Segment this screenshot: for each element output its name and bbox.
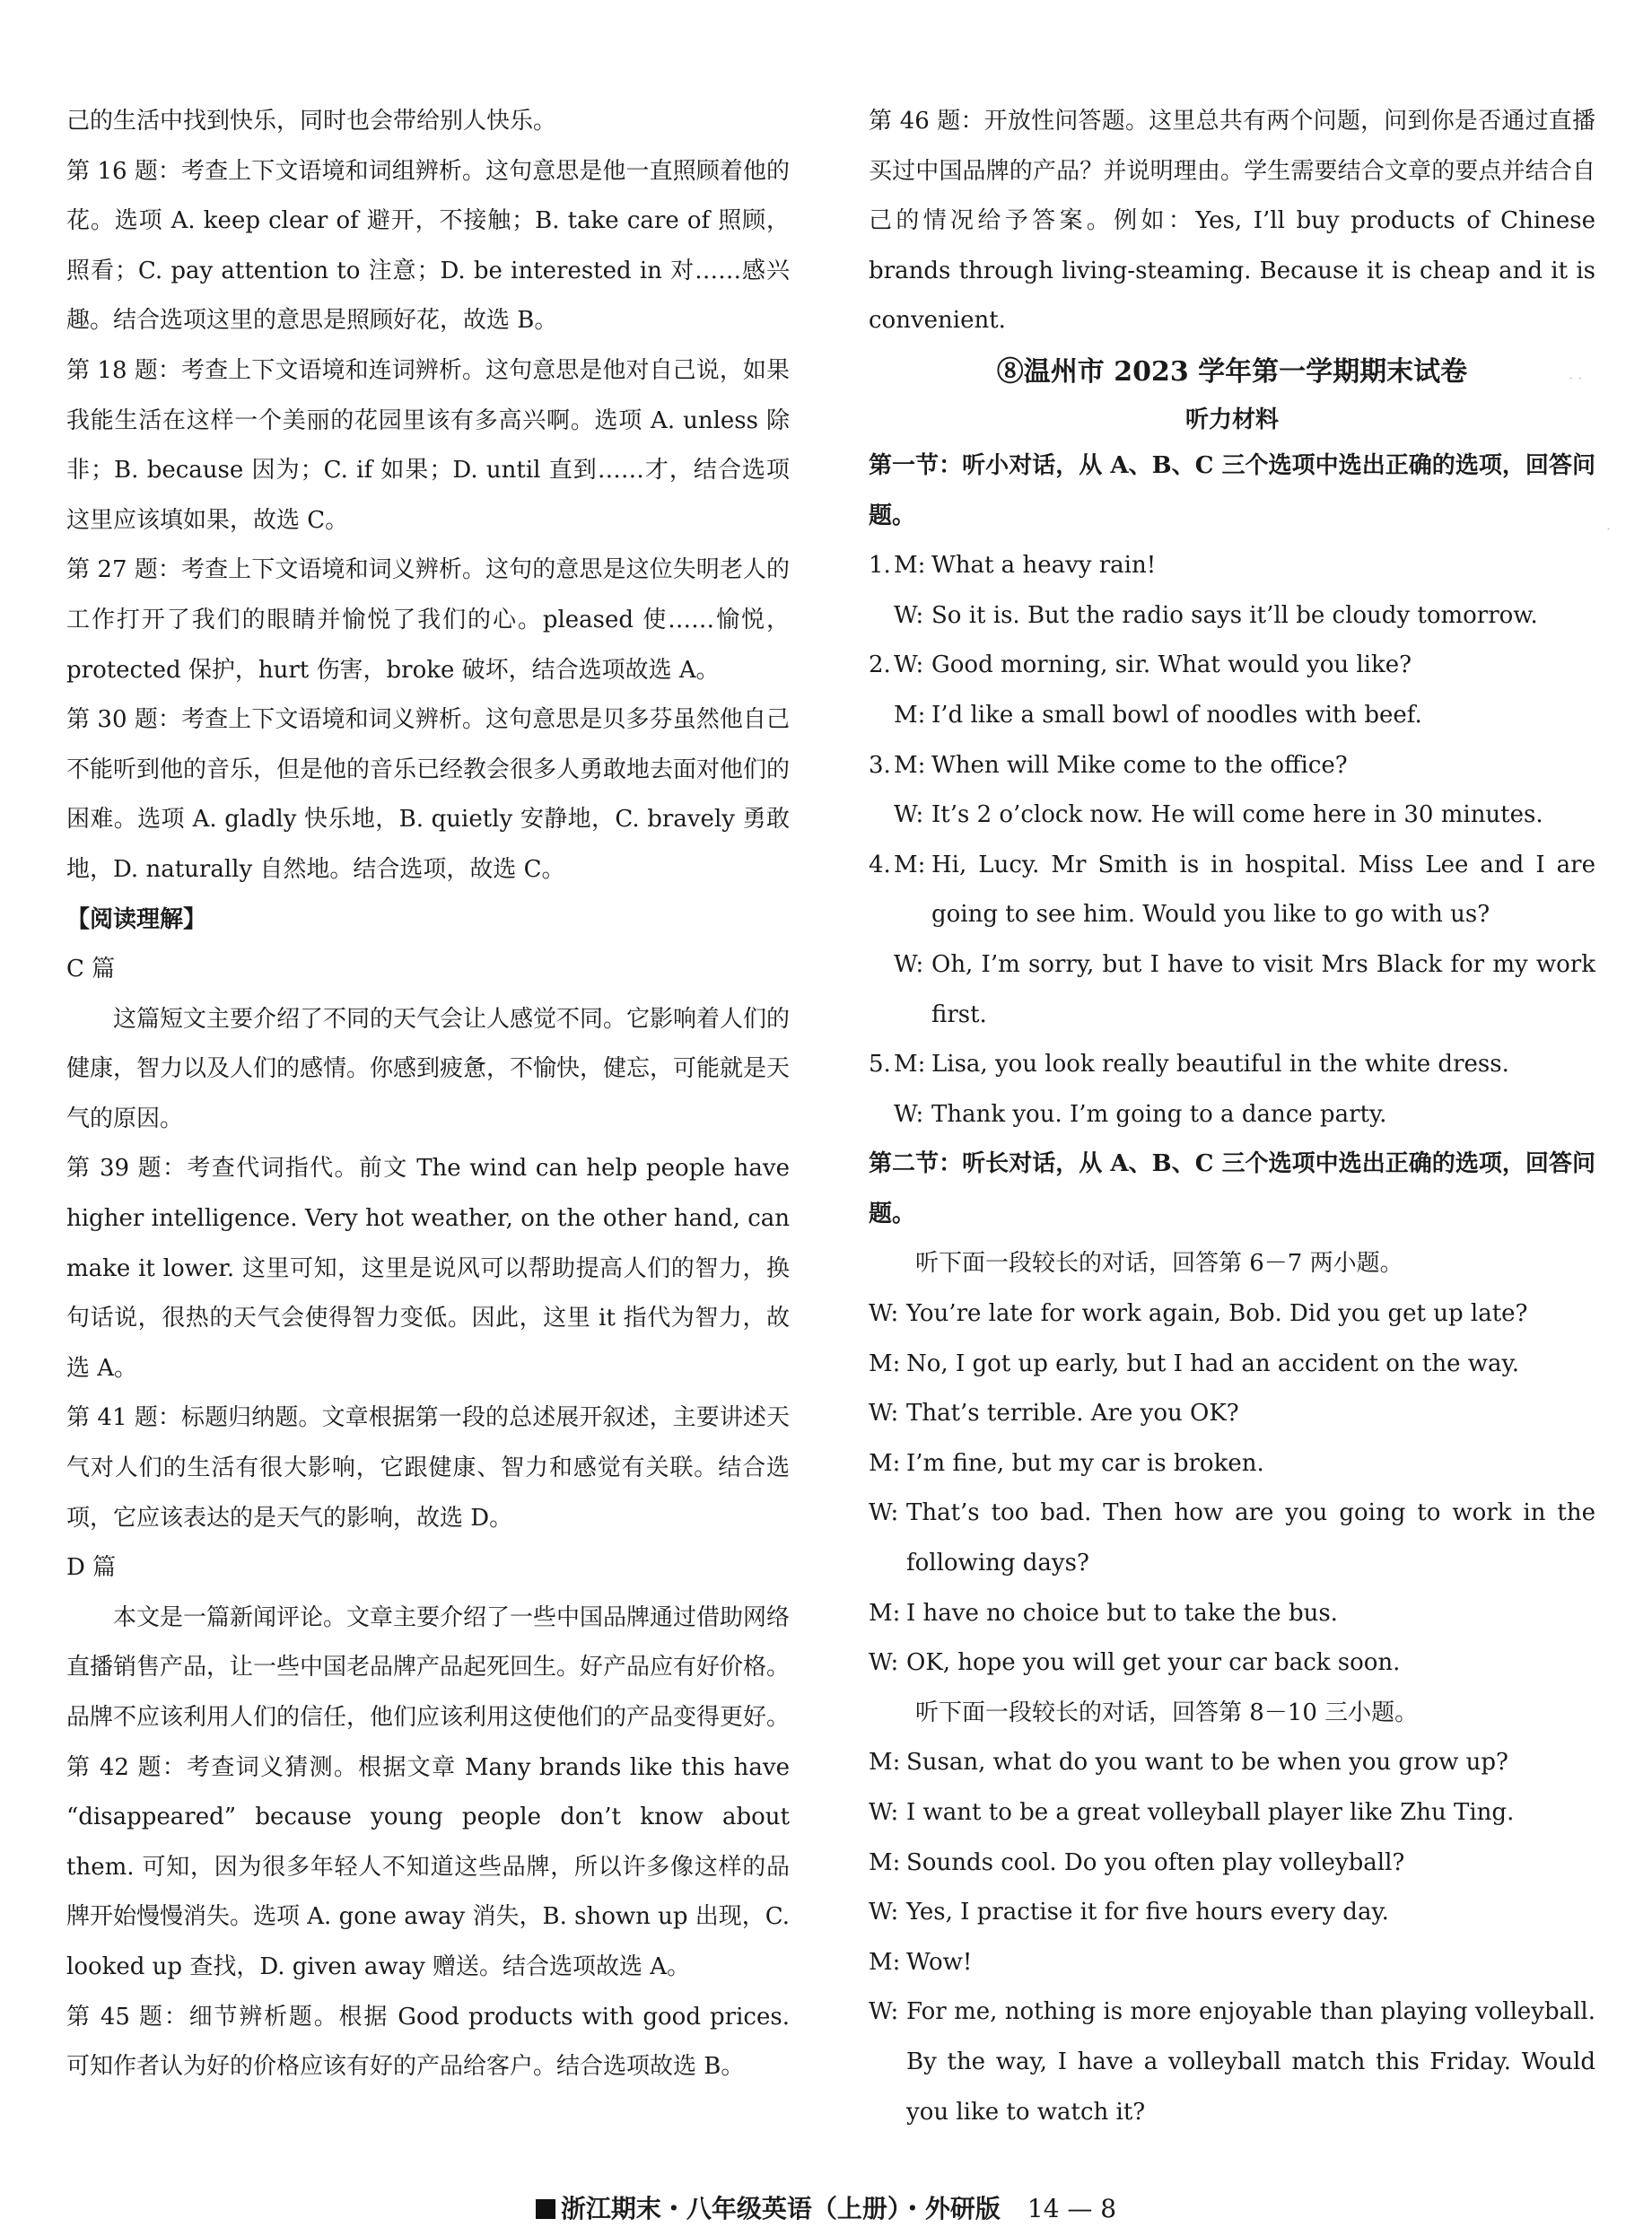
paragraph: 第 18 题：考查上下文语境和连词辨析。这句意思是他对自己说，如果我能生活在这样一个美丽的花园里该有多高兴啊。选项 A. unless 除非；B. because 因为；C. if 如果；D. until 直到……才，结合选项这里应该填如果，故选 C。	[66, 356, 790, 534]
speaker-label: M:	[869, 1349, 901, 1377]
speaker-label: W:	[894, 801, 924, 829]
dialog-line	[869, 591, 1595, 642]
dialog-line	[869, 1987, 1595, 2137]
item-number: 5.	[869, 1051, 891, 1079]
speaker-label: W:	[894, 950, 924, 978]
dialog-text: I’d like a small bowl of noodles with beef.	[931, 701, 1422, 729]
book-name: 浙江期末・八年级英语（上册）・外研版	[560, 2194, 1001, 2223]
paragraph: 这篇短文主要介绍了不同的天气会让人感觉不同。它影响着人们的健康，智力以及人们的感情。你感到疲惫，不愉快，健忘，可能就是天气的原因。	[66, 1005, 791, 1132]
dialog-line	[869, 1589, 1595, 1639]
dialog-line	[869, 1389, 1595, 1439]
item-number	[869, 691, 894, 741]
dialog-line	[869, 1888, 1595, 1938]
speaker-label: M:	[869, 1749, 901, 1777]
dialog-line	[869, 1439, 1595, 1489]
speaker-label: M:	[869, 1948, 901, 1976]
dialog-text: Lisa, you look really beautiful in the white dress.	[931, 1051, 1509, 1079]
long-dialog	[869, 1738, 1595, 2137]
item-number: 4.	[869, 851, 891, 878]
dialog-line	[869, 790, 1595, 841]
item-number	[869, 591, 894, 642]
paragraph: 第 16 题：考查上下文语境和词组辨析。这句意思是他一直照顾着他的花。选项 A. keep clear of 避开，不接触；B. take care of 照顾，照看；C. pay attention to 注意；D. be interested in 对……感兴趣。结合选项这里的意思是照顾好花，故选 B。	[66, 157, 790, 335]
dialog-text: I want to be a great volleyball player like Zhu Ting.	[906, 1799, 1515, 1826]
item-number	[869, 1090, 894, 1140]
speaker-label: W:	[869, 1799, 899, 1826]
item-number: 1.	[869, 552, 891, 580]
dialog-text: No, I got up early, but I had an accident on the way.	[906, 1349, 1520, 1377]
passage-label: C 篇	[66, 956, 116, 983]
dialog-line	[869, 1090, 1595, 1140]
item-number: 3.	[869, 751, 891, 779]
dialog-text: That’s terrible. Are you OK?	[906, 1400, 1239, 1428]
dialog-line	[869, 741, 1595, 791]
dialog-line	[869, 1839, 1595, 1889]
paragraph: 本文是一篇新闻评论。文章主要介绍了一些中国品牌通过借助网络直播销售产品，让一些中国老品牌产品起死回生。好产品应有好价格。品牌不应该利用人们的信任，他们应该利用这使他们的产品变得更好。	[66, 1603, 791, 1731]
dialog-text: It’s 2 o’clock now. He will come here in 30 minutes.	[931, 801, 1543, 829]
exam-subtitle: 听力材料	[1184, 406, 1279, 433]
dialog-text: What a heavy rain!	[931, 552, 1157, 580]
paragraph: 第 30 题：考查上下文语境和词义辨析。这句意思是贝多芬虽然他自己不能听到他的音乐，但是他的音乐已经教会很多人勇敢地去面对他们的困难。选项 A. gladly 快乐地，B. quietly 安静地，C. bravely 勇敢地，D. naturally 自然地。结合选项，故选 C。	[66, 706, 791, 883]
dialog-text: Yes, I practise it for five hours every day.	[906, 1899, 1389, 1926]
square-icon	[536, 2199, 555, 2219]
speaker-label: W:	[869, 1899, 899, 1926]
dialog-text: Susan, what do you want to be when you grow up?	[906, 1749, 1508, 1777]
speaker-label: M:	[894, 851, 926, 878]
dialog-line	[869, 641, 1595, 691]
section-heading: 【阅读理解】	[66, 905, 207, 933]
paragraph: 第 39 题：考查代词指代。前文 The wind can help people have higher intelligence. Very hot weather, on the other hand, can make it lower. 这里可知，这里是说风可以帮助提高人们的智力，换句话说，很热的天气会使得智力变低。因此，这里 it 指代为智力，故选 A。	[66, 1155, 790, 1382]
dialog-text: Oh, I’m sorry, but I have to visit Mrs Black for my work first.	[931, 950, 1595, 1028]
dialog-line	[869, 1489, 1595, 1588]
section-heading: 第一节：听小对话，从 A、B、C 三个选项中选出正确的选项，回答问题。	[869, 451, 1595, 529]
item-number: 2.	[869, 651, 891, 679]
scan-mark: · ·	[1569, 370, 1583, 387]
speaker-label: M:	[894, 751, 926, 779]
speaker-label: W:	[869, 1998, 899, 2026]
long-dialog	[869, 1289, 1595, 1689]
speaker-label: W:	[869, 1400, 899, 1428]
dialog-line	[869, 1340, 1595, 1390]
speaker-label: W:	[894, 601, 924, 629]
dialog-text: Sounds cool. Do you often play volleyball?	[906, 1848, 1405, 1876]
left-column	[66, 97, 790, 2092]
dialog-text: When will Mike come to the office?	[931, 751, 1348, 779]
dialog-line	[869, 940, 1595, 1040]
speaker-label: M:	[894, 552, 926, 580]
paragraph: 第 45 题：细节辨析题。根据 Good products with good prices. 可知作者认为好的价格应该有好的产品给客户。结合选项故选 B。	[66, 2003, 790, 2081]
page-number: 14 — 8	[1027, 2194, 1117, 2223]
dialog-line	[869, 541, 1595, 591]
dialog-text: For me, nothing is more enjoyable than playing volleyball. By the way, I have a volleyball match this Friday. Would you like to watch it?	[906, 1998, 1595, 2126]
dialog-text: Good morning, sir. What would you like?	[931, 651, 1412, 679]
dialog-text: Wow!	[906, 1948, 973, 1976]
dialog-line	[869, 691, 1595, 741]
page-footer	[0, 2189, 1652, 2225]
dialog-text: That’s too bad. Then how are you going to work in the following days?	[906, 1499, 1595, 1577]
scan-mark: ·	[1606, 520, 1612, 537]
speaker-label: W:	[894, 651, 924, 679]
dialog-line	[869, 1788, 1595, 1839]
right-column	[869, 97, 1595, 2137]
paragraph: 己的生活中找到快乐，同时也会带给别人快乐。	[66, 108, 557, 135]
speaker-label: M:	[894, 1051, 926, 1079]
speaker-label: W:	[869, 1649, 899, 1677]
dialog-text: I’m fine, but my car is broken.	[906, 1449, 1264, 1477]
dialog-line	[869, 1938, 1595, 1988]
dialog-line	[869, 1738, 1595, 1788]
dialog-text: OK, hope you will get your car back soon.	[906, 1649, 1401, 1677]
section-heading: 第二节：听长对话，从 A、B、C 三个选项中选出正确的选项，回答问题。	[869, 1150, 1595, 1227]
paragraph: 第 46 题：开放性问答题。这里总共有两个问题，问到你是否通过直播买过中国品牌的产品？并说明理由。学生需要结合文章的要点并结合自己的情况给予答案。例如：Yes, I’ll buy products of Chinese brands through living-steaming. Because it is cheap and it is convenient.	[869, 108, 1595, 335]
speaker-label: W:	[869, 1300, 899, 1328]
dialog-intro: 听下面一段较长的对话，回答第 6－7 两小题。	[915, 1250, 1403, 1278]
speaker-label: M:	[869, 1848, 901, 1876]
passage-label: D 篇	[66, 1554, 117, 1582]
speaker-label: W:	[894, 1100, 924, 1128]
speaker-label: W:	[869, 1499, 899, 1527]
dialog-text: I have no choice but to take the bus.	[906, 1599, 1338, 1627]
paragraph: 第 42 题：考查词义猜测。根据文章 Many brands like this have “disappeared” because young people don’t know about them. 可知，因为很多年轻人不知道这些品牌，所以许多像这样的品牌开始慢慢消失。选项 A. gone away 消失，B. shown up 出现，C. looked up 查找，D. given away 赠送。结合选项故选 A。	[66, 1753, 791, 1980]
dialog-line	[869, 841, 1595, 940]
item-number	[869, 790, 894, 841]
dialog-line	[869, 1289, 1595, 1340]
dialog-line	[869, 1040, 1595, 1090]
item-number	[869, 940, 894, 1040]
speaker-label: M:	[894, 701, 926, 729]
dialog-line	[869, 1638, 1595, 1689]
paragraph: 第 27 题：考查上下文语境和词义辨析。这句的意思是这位失明老人的工作打开了我们的眼睛并愉悦了我们的心。pleased 使……愉悦，protected 保护，hurt 伤害，broke 破坏，结合选项故选 A。	[66, 556, 790, 684]
short-dialogs	[869, 541, 1595, 1140]
dialog-text: Thank you. I’m going to a dance party.	[931, 1100, 1387, 1128]
dialog-text: So it is. But the radio says it’ll be cloudy tomorrow.	[931, 601, 1538, 629]
dialog-intro: 听下面一段较长的对话，回答第 8－10 三小题。	[915, 1699, 1419, 1726]
speaker-label: M:	[869, 1599, 901, 1627]
paragraph: 第 41 题：标题归纳题。文章根据第一段的总述展开叙述，主要讲述天气对人们的生活有很大影响，它跟健康、智力和感觉有关联。结合选项，它应该表达的是天气的影响，故选 D。	[66, 1404, 790, 1532]
dialog-text: Hi, Lucy. Mr Smith is in hospital. Miss Lee and I are going to see him. Would you like to go with us?	[931, 851, 1595, 929]
dialog-text: You’re late for work again, Bob. Did you get up late?	[906, 1300, 1528, 1328]
speaker-label: M:	[869, 1449, 901, 1477]
exam-title: ⑧温州市 2023 学年第一学期期末试卷	[996, 355, 1468, 388]
